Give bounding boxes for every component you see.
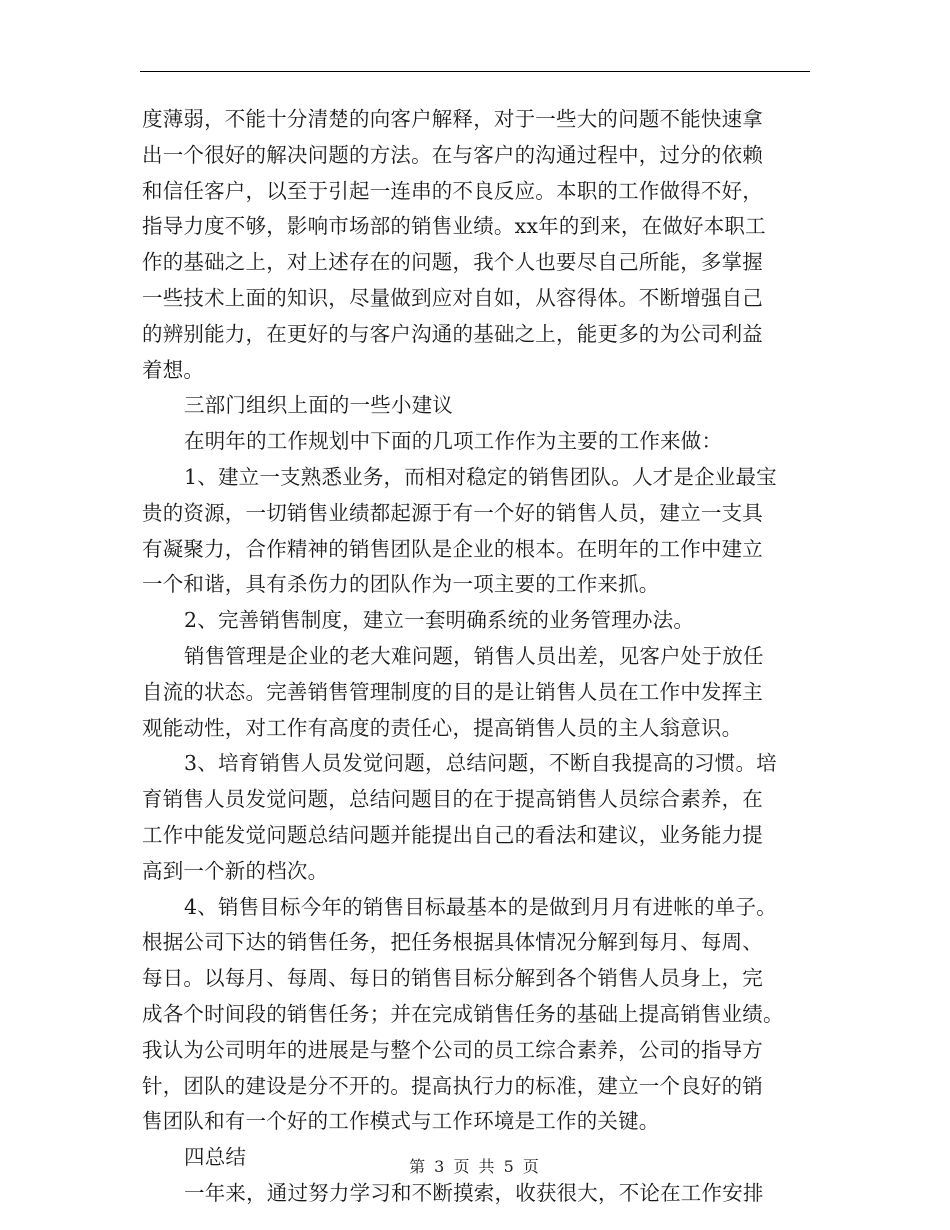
- text-line: 售团队和有一个好的工作模式与工作环境是工作的关键。: [142, 1109, 660, 1134]
- page-footer: 第 3 页 共 5 页: [409, 1157, 541, 1176]
- text-line: 四总结: [184, 1145, 247, 1170]
- header-rule: [140, 71, 810, 72]
- text-line: 育销售人员发觉问题，总结问题目的在于提高销售人员综合素养，在: [142, 787, 763, 812]
- text-line: 观能动性，对工作有高度的责任心，提高销售人员的主人翁意识。: [142, 715, 743, 740]
- text-line: 一些技术上面的知识，尽量做到应对自如，从容得体。不断增强自己: [142, 285, 763, 310]
- text-line: 着想。: [142, 357, 205, 382]
- text-line: 成各个时间段的销售任务；并在完成销售任务的基础上提高销售业绩。: [142, 1001, 784, 1026]
- text-line: 2、完善销售制度，建立一套明确系统的业务管理办法。: [184, 608, 695, 633]
- text-line: 度薄弱，不能十分清楚的向客户解释，对于一些大的问题不能快速拿: [142, 107, 763, 131]
- text-line: 和信任客户，以至于引起一连串的不良反应。本职的工作做得不好，: [142, 178, 763, 203]
- text-line: 三部门组织上面的一些小建议: [184, 393, 454, 418]
- text-line: 针，团队的建设是分不开的。提高执行力的标准，建立一个良好的销: [142, 1073, 763, 1098]
- text-line: 有凝聚力，合作精神的销售团队是企业的根本。在明年的工作中建立: [142, 536, 763, 561]
- text-line: 1、建立一支熟悉业务，而相对稳定的销售团队。人才是企业最宝: [184, 464, 777, 489]
- text-line: 一个和谐，具有杀伤力的团队作为一项主要的工作来抓。: [142, 572, 660, 597]
- text-line: 高到一个新的档次。: [142, 858, 329, 883]
- text-line: 每日。以每月、每周、每日的销售目标分解到各个销售人员身上，完: [142, 966, 763, 991]
- text-line: 销售管理是企业的老大难问题，销售人员出差，见客户处于放任: [184, 643, 764, 668]
- document-body: [142, 102, 808, 1212]
- text-line: 我认为公司明年的进展是与整个公司的员工综合素养，公司的指导方: [142, 1037, 763, 1062]
- text-line: 根据公司下达的销售任务，把任务根据具体情况分解到每月、每周、: [142, 930, 763, 955]
- text-line: 3、培育销售人员发觉问题，总结问题，不断自我提高的习惯。培: [184, 751, 777, 776]
- text-line: 指导力度不够，影响市场部的销售业绩。xx年的到来，在做好本职工: [142, 214, 766, 239]
- text-line: 的辨别能力，在更好的与客户沟通的基础之上，能更多的为公司利益: [142, 321, 763, 346]
- text-line: 在明年的工作规划中下面的几项工作作为主要的工作来做：: [184, 429, 723, 454]
- text-line: 作的基础之上，对上述存在的问题，我个人也要尽自己所能，多掌握: [142, 250, 763, 275]
- text-line: 工作中能发觉问题总结问题并能提出自己的看法和建议，业务能力提: [142, 822, 763, 847]
- text-line: 一年来，通过努力学习和不断摸索，收获很大，不论在工作安排: [184, 1180, 764, 1205]
- text-line: 4、销售目标今年的销售目标最基本的是做到月月有进帐的单子。: [184, 894, 777, 919]
- text-line: 贵的资源，一切销售业绩都起源于有一个好的销售人员，建立一支具: [142, 500, 763, 525]
- text-line: 自流的状态。完善销售管理制度的目的是让销售人员在工作中发挥主: [142, 679, 763, 704]
- text-line: 出一个很好的解决问题的方法。在与客户的沟通过程中，过分的依赖: [142, 142, 763, 167]
